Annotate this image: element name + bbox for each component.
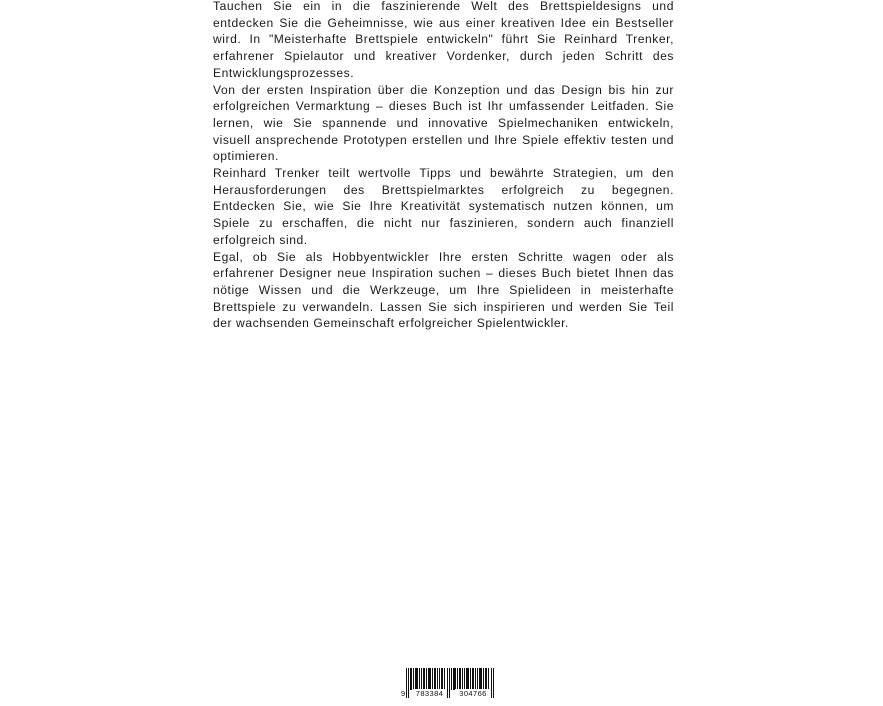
barcode-left-digits: 783384 <box>413 689 446 698</box>
blurb-paragraph-3: Reinhard Trenker teilt wertvolle Tipps und bewährte Strategien, um den Herausforderungen des Brettspielmarktes erfolgreich zu begegnen. Entdecken Sie, wie Sie Ihre Kreativität systematisch nutzen können, um Spiele zu erschaffen, die nicht nur faszinieren, sondern auch finanziell erfolgreich sind. <box>213 166 674 247</box>
blurb-text <box>213 0 674 332</box>
blurb-paragraph-2: Von der ersten Inspiration über die Konzeption und das Design bis hin zur erfolgreichen Vermarktung – dieses Buch ist Ihr umfassender Leitfaden. Sie lernen, wie Sie spannende und innovative Spielmechaniken entwickeln, visuell ansprechende Prototypen erstellen und Ihre Spiele effektiv testen und optimieren. <box>213 82 674 164</box>
blurb-paragraph-4: Egal, ob Sie als Hobbyentwickler Ihre ersten Schritte wagen oder als erfahrener Designer neue Inspiration suchen – dieses Buch bietet Ihnen das nötige Wissen und die Werkzeuge, um Ihre Spielideen in meisterhafte Brettspiele zu verwandeln. Lassen Sie sich inspirieren und werden Sie Teil der wachsenden Gemeinschaft erfolgreicher Spielentwickler. <box>213 249 674 331</box>
blurb-paragraph-1: Tauchen Sie ein in die faszinierende Welt des Brettspieldesigns und entdecken Sie die Geheimnisse, wie aus einer kreativen Idee ein Bestseller wird. In "Meisterhafte Brettspiele entwickeln" führt Sie Reinhard Trenker, erfahrener Spielautor und kreativer Vordenker, durch jeden Schritt des Entwicklungsprozesses. <box>213 0 674 80</box>
isbn-barcode <box>398 668 502 700</box>
barcode-lead-digit: 9 <box>401 689 406 698</box>
barcode-right-digits: 304766 <box>455 689 491 698</box>
